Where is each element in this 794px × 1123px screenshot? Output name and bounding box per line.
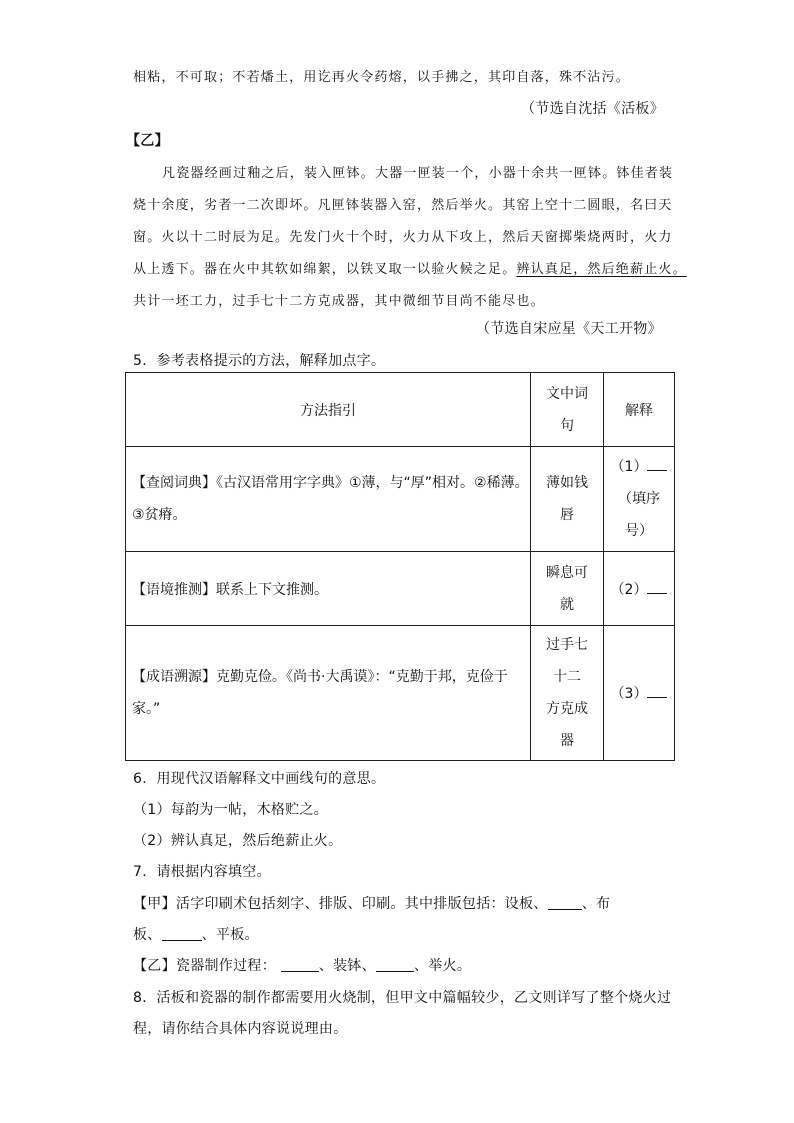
method-line: 家。”	[132, 701, 161, 717]
yi-text-line: 共计一坯工力，过手七十二方克成器，其中微细节目尚不能尽也。	[133, 294, 545, 309]
answer-cell	[604, 626, 675, 761]
yi-text-line	[133, 258, 687, 277]
fill-blank[interactable]	[162, 926, 202, 941]
table-row	[126, 447, 675, 552]
phrase-line: 薄如钱	[546, 475, 588, 491]
q7-prompt: 7．请根据内容填空。	[133, 864, 271, 880]
table-row	[126, 626, 675, 761]
q7-jia-text: 板、	[133, 927, 162, 943]
q6-item: （2）辨认真足，然后绝薪止火。	[133, 833, 343, 849]
yi-text-line: 烧十余度，劣者一二次即坏。凡匣钵装器入窑，然后举火。其窑上空十二圆眼，名曰天	[133, 198, 673, 213]
answer-blank[interactable]	[647, 581, 667, 594]
q5-prompt: 5．参考表格提示的方法，解释加点字。	[133, 353, 386, 369]
yi-label: 【乙】	[126, 133, 169, 149]
q8-prompt: 8．活板和瓷器的制作都需要用火烧制，但甲文中篇幅较少，乙文则详写了整个烧火过	[133, 990, 672, 1006]
fill-blank[interactable]	[376, 957, 414, 972]
phrase-line: 瞬息可	[546, 564, 588, 581]
header-explain: 解释	[604, 373, 675, 447]
phrase-line: 器	[560, 733, 574, 749]
method-line: 【查阅词典】《古汉语常用字字典》①薄，与“厚”相对。②稀薄。	[132, 475, 529, 491]
yi-text-line: 凡瓷器经画过釉之后，装入匣钵。大器一匣装一个，小器十余共一匣钵。钵佳者装	[162, 166, 674, 181]
method-cell	[126, 447, 531, 552]
q7-yi-line	[133, 955, 471, 975]
method-line: ③贫瘠。	[132, 507, 187, 523]
answer-blank[interactable]	[647, 458, 667, 471]
phrase-cell	[531, 626, 604, 761]
phrase-line: 十二	[553, 669, 581, 685]
q7-jia-text: 、布	[581, 896, 611, 912]
q8-prompt: 程，请你结合具体内容说说理由。	[133, 1021, 348, 1037]
q7-jia-line	[133, 924, 259, 944]
header-phrase	[531, 373, 604, 447]
q5-table	[125, 372, 675, 761]
yi-text-line: 窗。火以十二时辰为足。先发门火十个时，火力从下攻上，然后天窗掷柴烧两时，火力	[133, 230, 673, 245]
method-cell	[126, 552, 531, 626]
method-line: 【语境推测】联系上下文推测。	[132, 581, 328, 598]
q7-yi-text: 【乙】瓷器制作过程：	[133, 958, 276, 974]
table-row	[126, 552, 675, 626]
fill-blank[interactable]	[548, 895, 582, 910]
q7-jia-line	[133, 893, 610, 913]
answer-cell	[604, 447, 675, 552]
answer-hint: （填序	[618, 491, 660, 507]
jia-source: （节选自沈括《活板》	[521, 101, 664, 117]
header-phrase-line: 句	[560, 417, 574, 434]
header-method: 方法指引	[126, 373, 531, 447]
answer-blank[interactable]	[647, 685, 667, 698]
method-cell	[126, 626, 531, 761]
phrase-cell	[531, 552, 604, 626]
q7-jia-text: 、平板。	[201, 927, 259, 943]
q7-yi-text: 、举火。	[413, 958, 472, 974]
q6-item: （1）每韵为一帖，木格贮之。	[133, 802, 329, 818]
answer-number: （3）	[610, 686, 648, 702]
answer-number: （2）	[610, 581, 648, 598]
jia-text-line: 相粘，不可取；不若燔土，用讫再火令药熔，以手拂之，其印自落，殊不沾污。	[133, 70, 631, 85]
phrase-line: 就	[560, 596, 574, 613]
q6-prompt: 6．用现代汉语解释文中画线句的意思。	[133, 771, 386, 787]
table-header-row	[126, 373, 675, 447]
phrase-line: 唇	[560, 507, 574, 523]
method-line: 【成语溯源】克勤克俭。《尚书·大禹谟》：“克勤于邦，克俭于	[132, 669, 508, 685]
phrase-cell	[531, 447, 604, 552]
phrase-line: 过手七	[546, 637, 588, 653]
yi-text-plain: 从上透下。器在火中其软如绵絮，以铁叉取一以验火候之足。	[133, 262, 517, 277]
phrase-line: 方克成	[546, 701, 588, 717]
q7-jia-text: 【甲】活字印刷术包括刻字、排版、印刷。其中排版包括：设板、	[133, 896, 548, 912]
answer-number: （1）	[610, 459, 648, 475]
q7-yi-text: 、装钵、	[318, 958, 376, 974]
answer-hint: 号）	[625, 523, 653, 539]
fill-blank[interactable]	[281, 957, 319, 972]
yi-source: （节选自宋应星《天工开物》	[476, 321, 662, 337]
answer-cell	[604, 552, 675, 626]
header-phrase-line: 文中词	[546, 385, 588, 402]
answer-line	[604, 451, 674, 483]
yi-underlined-sentence: 辨认真足，然后绝薪止火。	[516, 262, 687, 277]
